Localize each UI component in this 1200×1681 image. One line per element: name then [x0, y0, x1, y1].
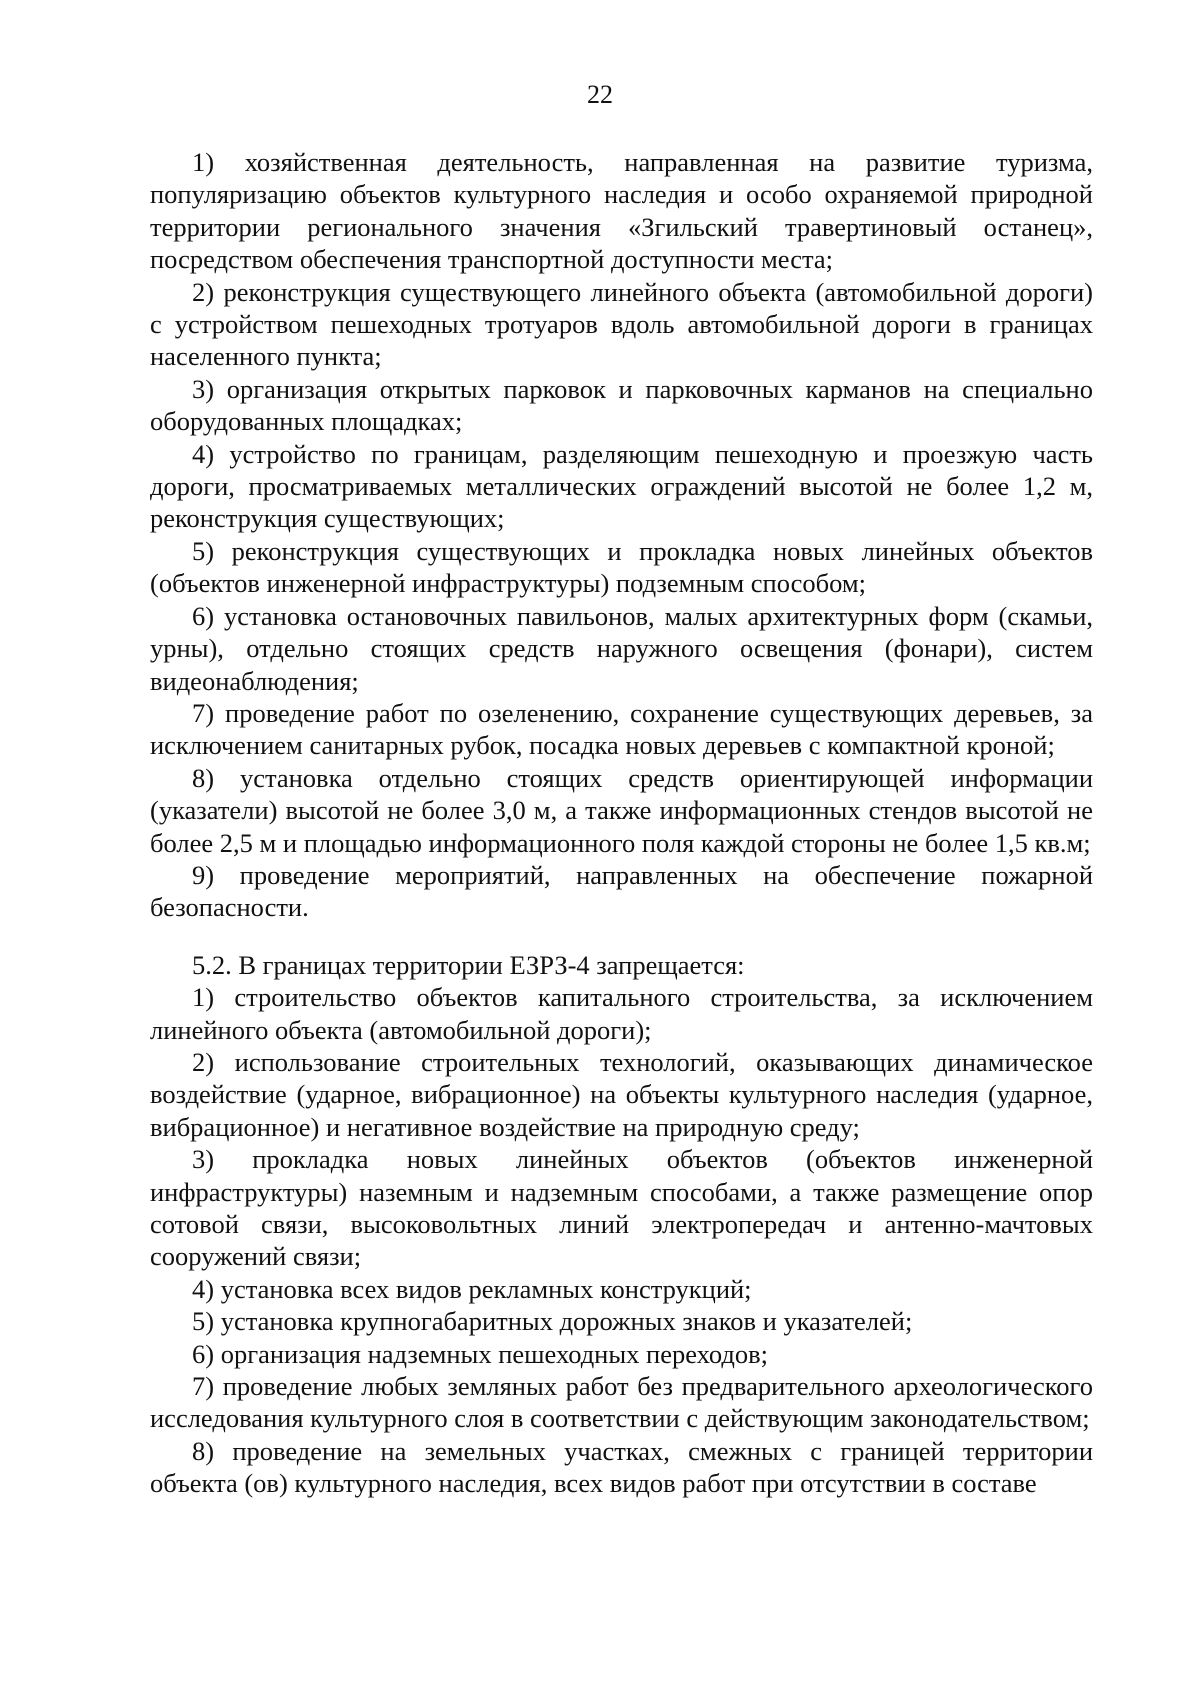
list-item: 7) проведение работ по озеленению, сохранение существующих деревьев, за исключением санитарных рубок, посадка новых деревьев с компактной кроной; [150, 697, 1093, 761]
list-item: 4) установка всех видов рекламных конструкций; [192, 1273, 752, 1304]
list-item: 7) проведение любых земляных работ без предварительного археологического исследования культурного слоя в соответствии с действующим законодательством; [150, 1371, 1093, 1434]
list-item: 1) строительство объектов капитального строительства, за исключением линейного объекта (автомобильной дороги); [150, 982, 1093, 1045]
list-item: 2) использование строительных технологий, оказывающих динамическое воздействие (ударное, вибрационное) на объекты культурного наследия (ударное, вибрационное) и негативное воздействие на природную среду; [150, 1046, 1093, 1142]
page-number: 22 [587, 80, 613, 109]
list-item: 9) проведение мероприятий, направленных на обеспечение пожарной безопасности. [150, 859, 1093, 923]
list-item: 8) установка отдельно стоящих средств ориентирующей информации (указатели) высотой не более 3,0 м, а также информационных стендов высотой не более 2,5 м и площадью информационного поля каждой стороны не более 1,5 кв.м; [150, 762, 1093, 858]
list-item: 6) организация надземных пешеходных переходов; [192, 1338, 768, 1369]
list-item: 3) организация открытых парковок и парковочных карманов на специально оборудованных площадках; [150, 373, 1093, 437]
list-item: 4) устройство по границам, разделяющим пешеходную и проезжую часть дороги, просматриваемых металлических ограждений высотой не более 1,2 м, реконструкция существующих; [150, 438, 1093, 534]
list-item: 3) прокладка новых линейных объектов (объектов инженерной инфраструктуры) наземным и надземным способами, а также размещение опор сотовой связи, высоковольтных линий электропередач и антенно-мачтовых сооружений связи; [150, 1144, 1093, 1272]
list-item: 6) установка остановочных павильонов, малых архитектурных форм (скамьи, урны), отдельно стоящих средств наружного освещения (фонари), систем видеонаблюдения; [150, 600, 1093, 696]
section-heading: 5.2. В границах территории ЕЗРЗ-4 запрещается: [192, 949, 745, 980]
list-item: 5) реконструкция существующих и прокладка новых линейных объектов (объектов инженерной инфраструктуры) подземным способом; [150, 535, 1093, 599]
section-spacer [150, 924, 1093, 949]
document-body [150, 146, 1093, 1500]
list-item: 8) проведение на земельных участках, смежных с границей территории объекта (ов) культурного наследия, всех видов работ при отсутствии в составе [150, 1435, 1093, 1499]
list-item: 5) установка крупногабаритных дорожных знаков и указателей; [192, 1306, 913, 1337]
list-item: 1) хозяйственная деятельность, направленная на развитие туризма, популяризацию объектов культурного наследия и особо охраняемой природной территории регионального значения «Згильский травертиновый останец», посредством обеспечения транспортной доступности места; [150, 147, 1093, 275]
list-item: 2) реконструкция существующего линейного объекта (автомобильной дороги) с устройством пешеходных тротуаров вдоль автомобильной дороги в границах населенного пункта; [150, 276, 1093, 372]
